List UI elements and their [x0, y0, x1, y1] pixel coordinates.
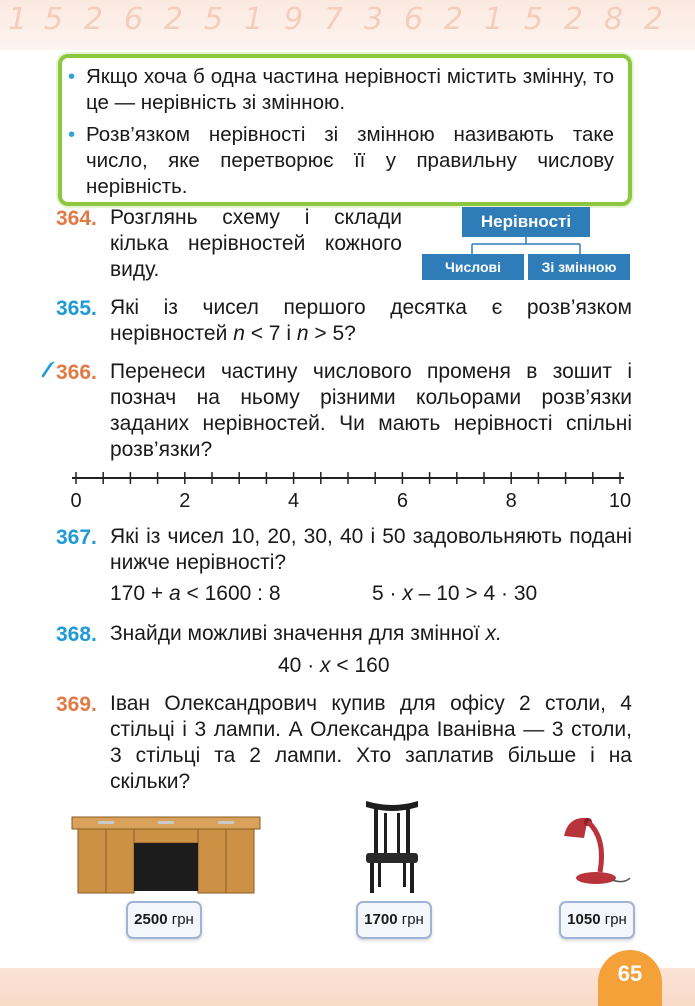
- rule-box: [58, 54, 632, 206]
- inequality-2: 5 · x – 10 > 4 · 30: [372, 582, 538, 605]
- price-tag-desk: 2500 грн: [126, 901, 202, 939]
- chair-illustration: [360, 795, 424, 895]
- rule-item: • Розв’язком нерівності зі змінною називають таке число, яке перетворює її у правильну числову нерівність.: [86, 122, 614, 200]
- decorative-header-band: 1 5 2 6 2 5 1 9 7 3 6 2 1 5 2 8 2: [0, 0, 695, 50]
- task-text-368: Знайди можливі значення для змінної x.: [110, 622, 502, 645]
- number-line-label: 10: [608, 490, 632, 512]
- number-line-label: 4: [288, 490, 300, 512]
- task-number-364: 364.: [56, 207, 97, 230]
- task-text-364: Розглянь схему і склади кілька нерівностей кожного виду.: [110, 206, 402, 281]
- price-tag-chair: 1700 грн: [356, 901, 432, 939]
- lamp-illustration: [558, 808, 634, 892]
- task-number-365: 365.: [56, 297, 97, 320]
- footer-band: [0, 968, 695, 1006]
- rule-item: • Якщо хоча б одна частина нерівності містить змінну, то це — нерівність зі змінною.: [86, 64, 614, 116]
- inequality-1: 170 + a < 1600 : 8: [110, 582, 281, 605]
- task-text-369: Іван Олександрович купив для офісу 2 столи, 4 стільці і 3 лампи. А Олександра Іванівна — 3 столи, 3 стільці та 2 лампи. Хто заплатив більше і на скільки?: [110, 692, 632, 793]
- number-line-label: 0: [70, 490, 82, 512]
- task-text-365: Які із чисел першого десятка є розв’язком нерівностей n < 7 і n > 5?: [110, 296, 632, 345]
- inequality-3: 40 · x < 160: [278, 654, 390, 677]
- task-number-368: 368.: [56, 623, 97, 646]
- page-number: 65: [598, 950, 662, 1006]
- task-text-366: Перенеси частину числового променя в зошит і познач на ньому різними кольорами розв’язки заданих нерівностей. Чи мають нерівності спільні розв’язки?: [110, 360, 632, 461]
- task-text-367: Які із чисел 10, 20, 30, 40 і 50 задовольняють подані нижче нерівності?: [110, 525, 632, 574]
- diagram-connectors: [420, 236, 630, 256]
- desk-illustration: [70, 815, 262, 897]
- diagram-leaf-numeric: Числові: [422, 254, 524, 280]
- diagram-leaf-variable: Зі змінною: [528, 254, 630, 280]
- number-line-label: 8: [505, 490, 517, 512]
- diagram-root: Нерівності: [462, 207, 590, 237]
- task-number-369: 369.: [56, 693, 97, 716]
- price-tag-lamp: 1050 грн: [559, 901, 635, 939]
- task-number-366: 366.: [56, 361, 97, 384]
- number-line: [60, 468, 640, 512]
- number-line-label: 6: [396, 490, 408, 512]
- task-number-367: 367.: [56, 526, 97, 549]
- number-line-label: 2: [179, 490, 191, 512]
- pencil-icon: [40, 360, 56, 380]
